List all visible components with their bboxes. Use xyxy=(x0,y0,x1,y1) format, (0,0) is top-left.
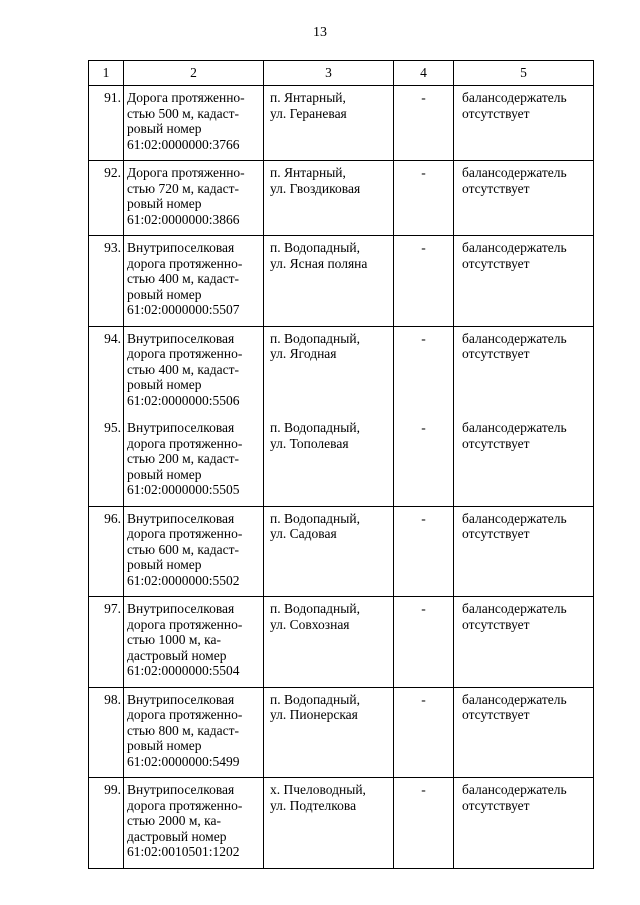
column-4-value: - xyxy=(394,86,454,161)
balance-holder: балансодержатель отсутствует xyxy=(454,326,594,416)
object-location: п. Янтарный, ул. Гераневая xyxy=(264,86,394,161)
row-number: 96. xyxy=(89,506,124,597)
balance-holder: балансодержатель отсутствует xyxy=(454,161,594,236)
row-number: 97. xyxy=(89,597,124,688)
object-location: п. Водопадный, ул. Совхозная xyxy=(264,597,394,688)
row-number: 98. xyxy=(89,687,124,778)
object-location: п. Водопадный, ул. Пионерская xyxy=(264,687,394,778)
column-header-4: 4 xyxy=(394,61,454,86)
column-4-value: - xyxy=(394,161,454,236)
object-description: Внутрипоселковая дорога протяженно- стью 200 м, кадаст- ровый номер 61:02:0000000:5505 xyxy=(124,416,264,506)
object-description: Дорога протяженно- стью 500 м, кадаст- ровый номер 61:02:0000000:3766 xyxy=(124,86,264,161)
table-row xyxy=(89,86,594,161)
object-location: п. Водопадный, ул. Садовая xyxy=(264,506,394,597)
property-registry-table xyxy=(88,60,594,869)
table-row xyxy=(89,416,594,506)
object-description: Внутрипоселковая дорога протяженно- стью 1000 м, ка- дастровый номер 61:02:0000000:5504 xyxy=(124,597,264,688)
object-description: Внутрипоселковая дорога протяженно- стью 400 м, кадаст- ровый номер 61:02:0000000:5507 xyxy=(124,236,264,327)
column-4-value: - xyxy=(394,687,454,778)
column-header-1: 1 xyxy=(89,61,124,86)
balance-holder: балансодержатель отсутствует xyxy=(454,687,594,778)
page-number: 13 xyxy=(313,25,327,40)
table-row xyxy=(89,326,594,416)
object-location: п. Водопадный, ул. Ясная поляна xyxy=(264,236,394,327)
balance-holder: балансодержатель отсутствует xyxy=(454,416,594,506)
column-header-2: 2 xyxy=(124,61,264,86)
table-row xyxy=(89,506,594,597)
table-row xyxy=(89,687,594,778)
table-row xyxy=(89,597,594,688)
column-4-value: - xyxy=(394,236,454,327)
object-location: п. Водопадный, ул. Ягодная xyxy=(264,326,394,416)
balance-holder: балансодержатель отсутствует xyxy=(454,778,594,869)
balance-holder: балансодержатель отсутствует xyxy=(454,236,594,327)
column-header-5: 5 xyxy=(454,61,594,86)
object-location: п. Водопадный, ул. Тополевая xyxy=(264,416,394,506)
object-description: Внутрипоселковая дорога протяженно- стью 800 м, кадаст- ровый номер 61:02:0000000:5499 xyxy=(124,687,264,778)
object-description: Внутрипоселковая дорога протяженно- стью 2000 м, ка- дастровый номер 61:02:0010501:1202 xyxy=(124,778,264,869)
table-row xyxy=(89,778,594,869)
column-4-value: - xyxy=(394,326,454,416)
row-number: 95. xyxy=(89,416,124,506)
object-description: Внутрипоселковая дорога протяженно- стью 600 м, кадаст- ровый номер 61:02:0000000:5502 xyxy=(124,506,264,597)
row-number: 94. xyxy=(89,326,124,416)
header-row xyxy=(89,61,594,86)
row-number: 92. xyxy=(89,161,124,236)
row-number: 91. xyxy=(89,86,124,161)
balance-holder: балансодержатель отсутствует xyxy=(454,86,594,161)
object-description: Внутрипоселковая дорога протяженно- стью 400 м, кадаст- ровый номер 61:02:0000000:5506 xyxy=(124,326,264,416)
column-header-3: 3 xyxy=(264,61,394,86)
balance-holder: балансодержатель отсутствует xyxy=(454,597,594,688)
column-4-value: - xyxy=(394,597,454,688)
object-location: п. Янтарный, ул. Гвоздиковая xyxy=(264,161,394,236)
column-4-value: - xyxy=(394,778,454,869)
table-row xyxy=(89,161,594,236)
row-number: 99. xyxy=(89,778,124,869)
object-description: Дорога протяженно- стью 720 м, кадаст- ровый номер 61:02:0000000:3866 xyxy=(124,161,264,236)
balance-holder: балансодержатель отсутствует xyxy=(454,506,594,597)
column-4-value: - xyxy=(394,416,454,506)
table-row xyxy=(89,236,594,327)
object-location: х. Пчеловодный, ул. Подтелкова xyxy=(264,778,394,869)
column-4-value: - xyxy=(394,506,454,597)
row-number: 93. xyxy=(89,236,124,327)
